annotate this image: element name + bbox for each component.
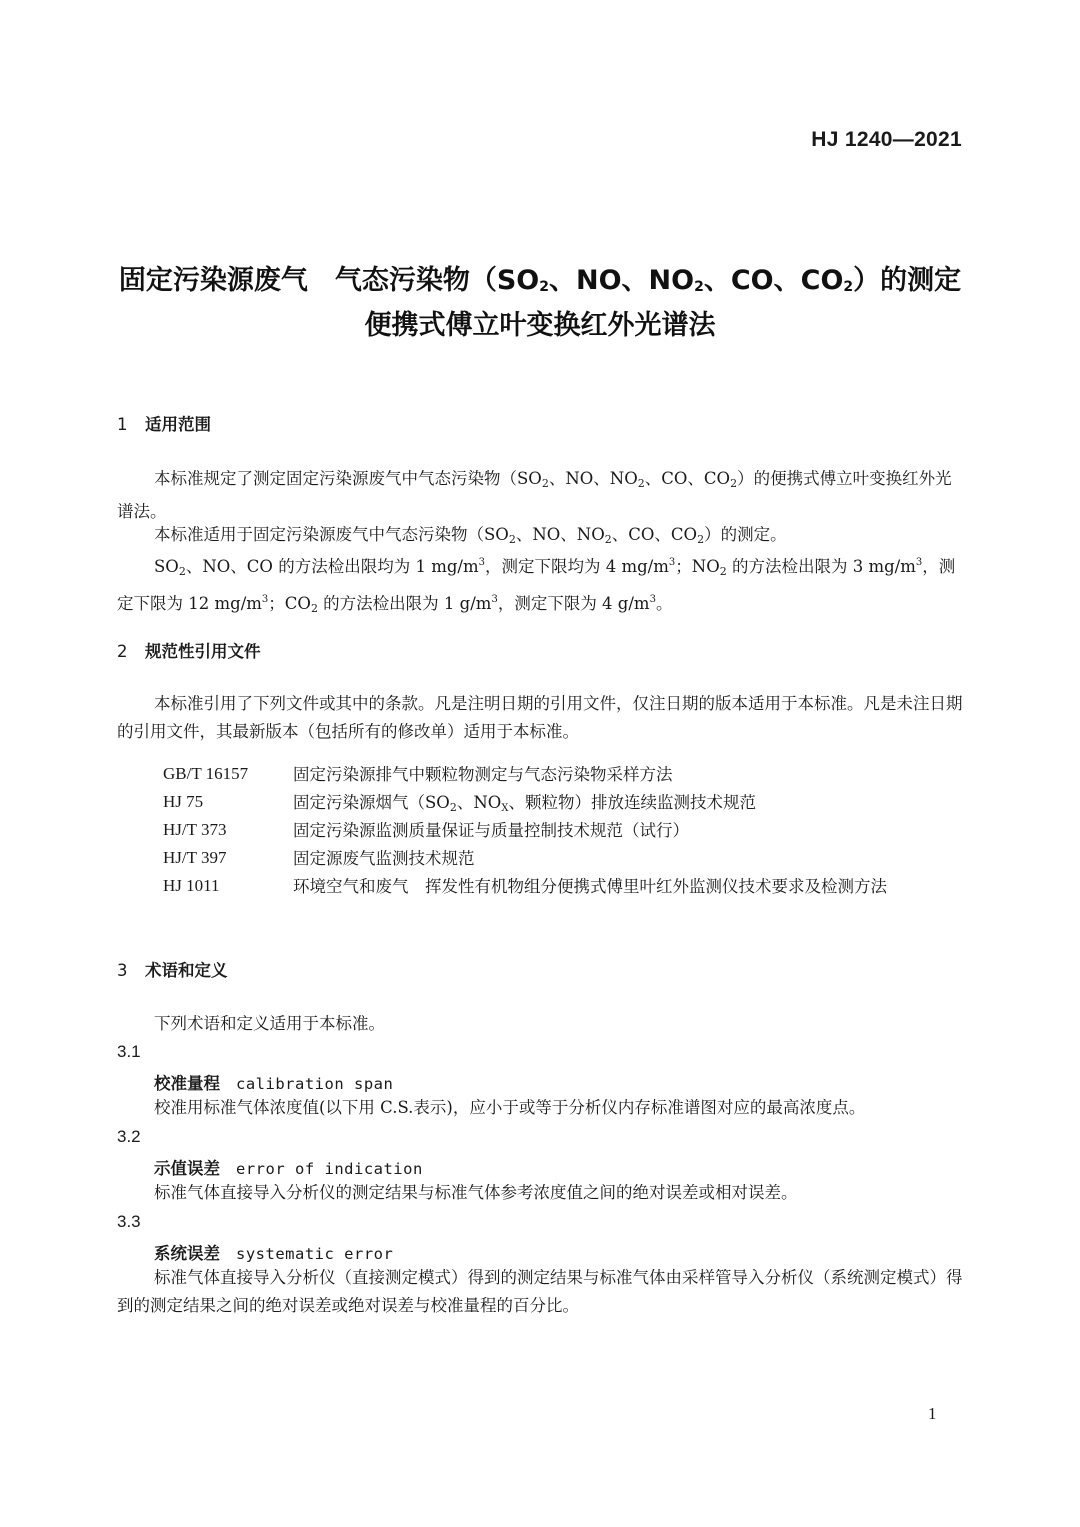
reference-title: 固定污染源监测质量保证与质量控制技术规范（试行） (293, 821, 689, 840)
term-name: 示值误差 error of indication (154, 1159, 423, 1178)
paragraph-references-intro: 本标准引用了下列文件或其中的条款。凡是注明日期的引用文件，仅注日期的版本适用于本标准。凡是未注日期的引用文件，其最新版本（包括所有的修改单）适用于本标准。 (117, 694, 963, 741)
reference-code: HJ 1011 (163, 876, 220, 895)
page-number: 1 (928, 1404, 937, 1423)
term-name: 校准量程 calibration span (154, 1074, 394, 1093)
document-title-line1: 固定污染源废气 气态污染物（$SO_2$、NO、$NO_2$、CO、$CO_2$）的测定 (118, 265, 962, 296)
reference-code: GB/T 16157 (163, 764, 249, 783)
reference-title: 固定源废气监测技术规范 (293, 849, 475, 868)
section-title: 规范性引用文件 (145, 642, 261, 661)
paragraph-detection-limits: $SO_2$、NO、CO 的方法检出限均为 1 $mg/m^3$，测定下限均为 4 $mg/m^3$；$NO_2$ 的方法检出限为 3 $mg/m^3$，测定下限为 12 $mg/m^3$；$CO_2$ 的方法检出限为 1 $g/m^3$，测定下限为 4 $g/m^3$。 (117, 557, 956, 615)
term-definition: 标准气体直接导入分析仪（直接测定模式）得到的测定结果与标准气体由采样管导入分析仪（系统测定模式）得到的测定结果之间的绝对误差或绝对误差与校准量程的百分比。 (117, 1268, 963, 1315)
reference-code: HJ 75 (163, 792, 204, 811)
term-number: 3.1 (117, 1042, 141, 1061)
reference-title: 环境空气和废气 挥发性有机物组分便携式傅里叶红外监测仪技术要求及检测方法 (293, 877, 887, 896)
standard-code: HJ 1240—2021 (811, 128, 962, 151)
reference-code: HJ/T 397 (163, 848, 227, 867)
term-number: 3.2 (117, 1127, 141, 1146)
reference-code: HJ/T 373 (163, 820, 227, 839)
section-number: 3 (117, 961, 128, 980)
paragraph-scope-1: 本标准规定了测定固定污染源废气中气态污染物（$SO_2$、NO、$NO_2$、CO、$CO_2$）的便携式傅立叶变换红外光谱法。 (117, 469, 952, 521)
paragraph-scope-2: 本标准适用于固定污染源废气中气态污染物（$SO_2$、NO、$NO_2$、CO、$CO_2$）的测定。 (154, 525, 787, 546)
term-definition: 标准气体直接导入分析仪的测定结果与标准气体参考浓度值之间的绝对误差或相对误差。 (154, 1183, 798, 1202)
section-heading-1 (117, 411, 211, 435)
section-title: 术语和定义 (145, 961, 228, 980)
paragraph-terms-intro: 下列术语和定义适用于本标准。 (154, 1014, 385, 1033)
term-name: 系统误差 systematic error (154, 1244, 394, 1263)
term-number: 3.3 (117, 1212, 141, 1231)
section-number: 1 (117, 415, 128, 434)
term-definition: 校准用标准气体浓度值(以下用 C.S.表示)，应小于或等于分析仪内存标准谱图对应的最高浓度点。 (154, 1098, 866, 1117)
section-heading-3 (117, 957, 228, 981)
section-heading-2 (117, 638, 261, 662)
reference-title: 固定污染源烟气（$SO_2$、$NO_X$、颗粒物）排放连续监测技术规范 (293, 793, 756, 814)
section-title: 适用范围 (145, 415, 211, 434)
section-number: 2 (117, 642, 128, 661)
reference-title: 固定污染源排气中颗粒物测定与气态污染物采样方法 (293, 765, 673, 784)
document-title-line2: 便携式傅立叶变换红外光谱法 (364, 310, 716, 341)
